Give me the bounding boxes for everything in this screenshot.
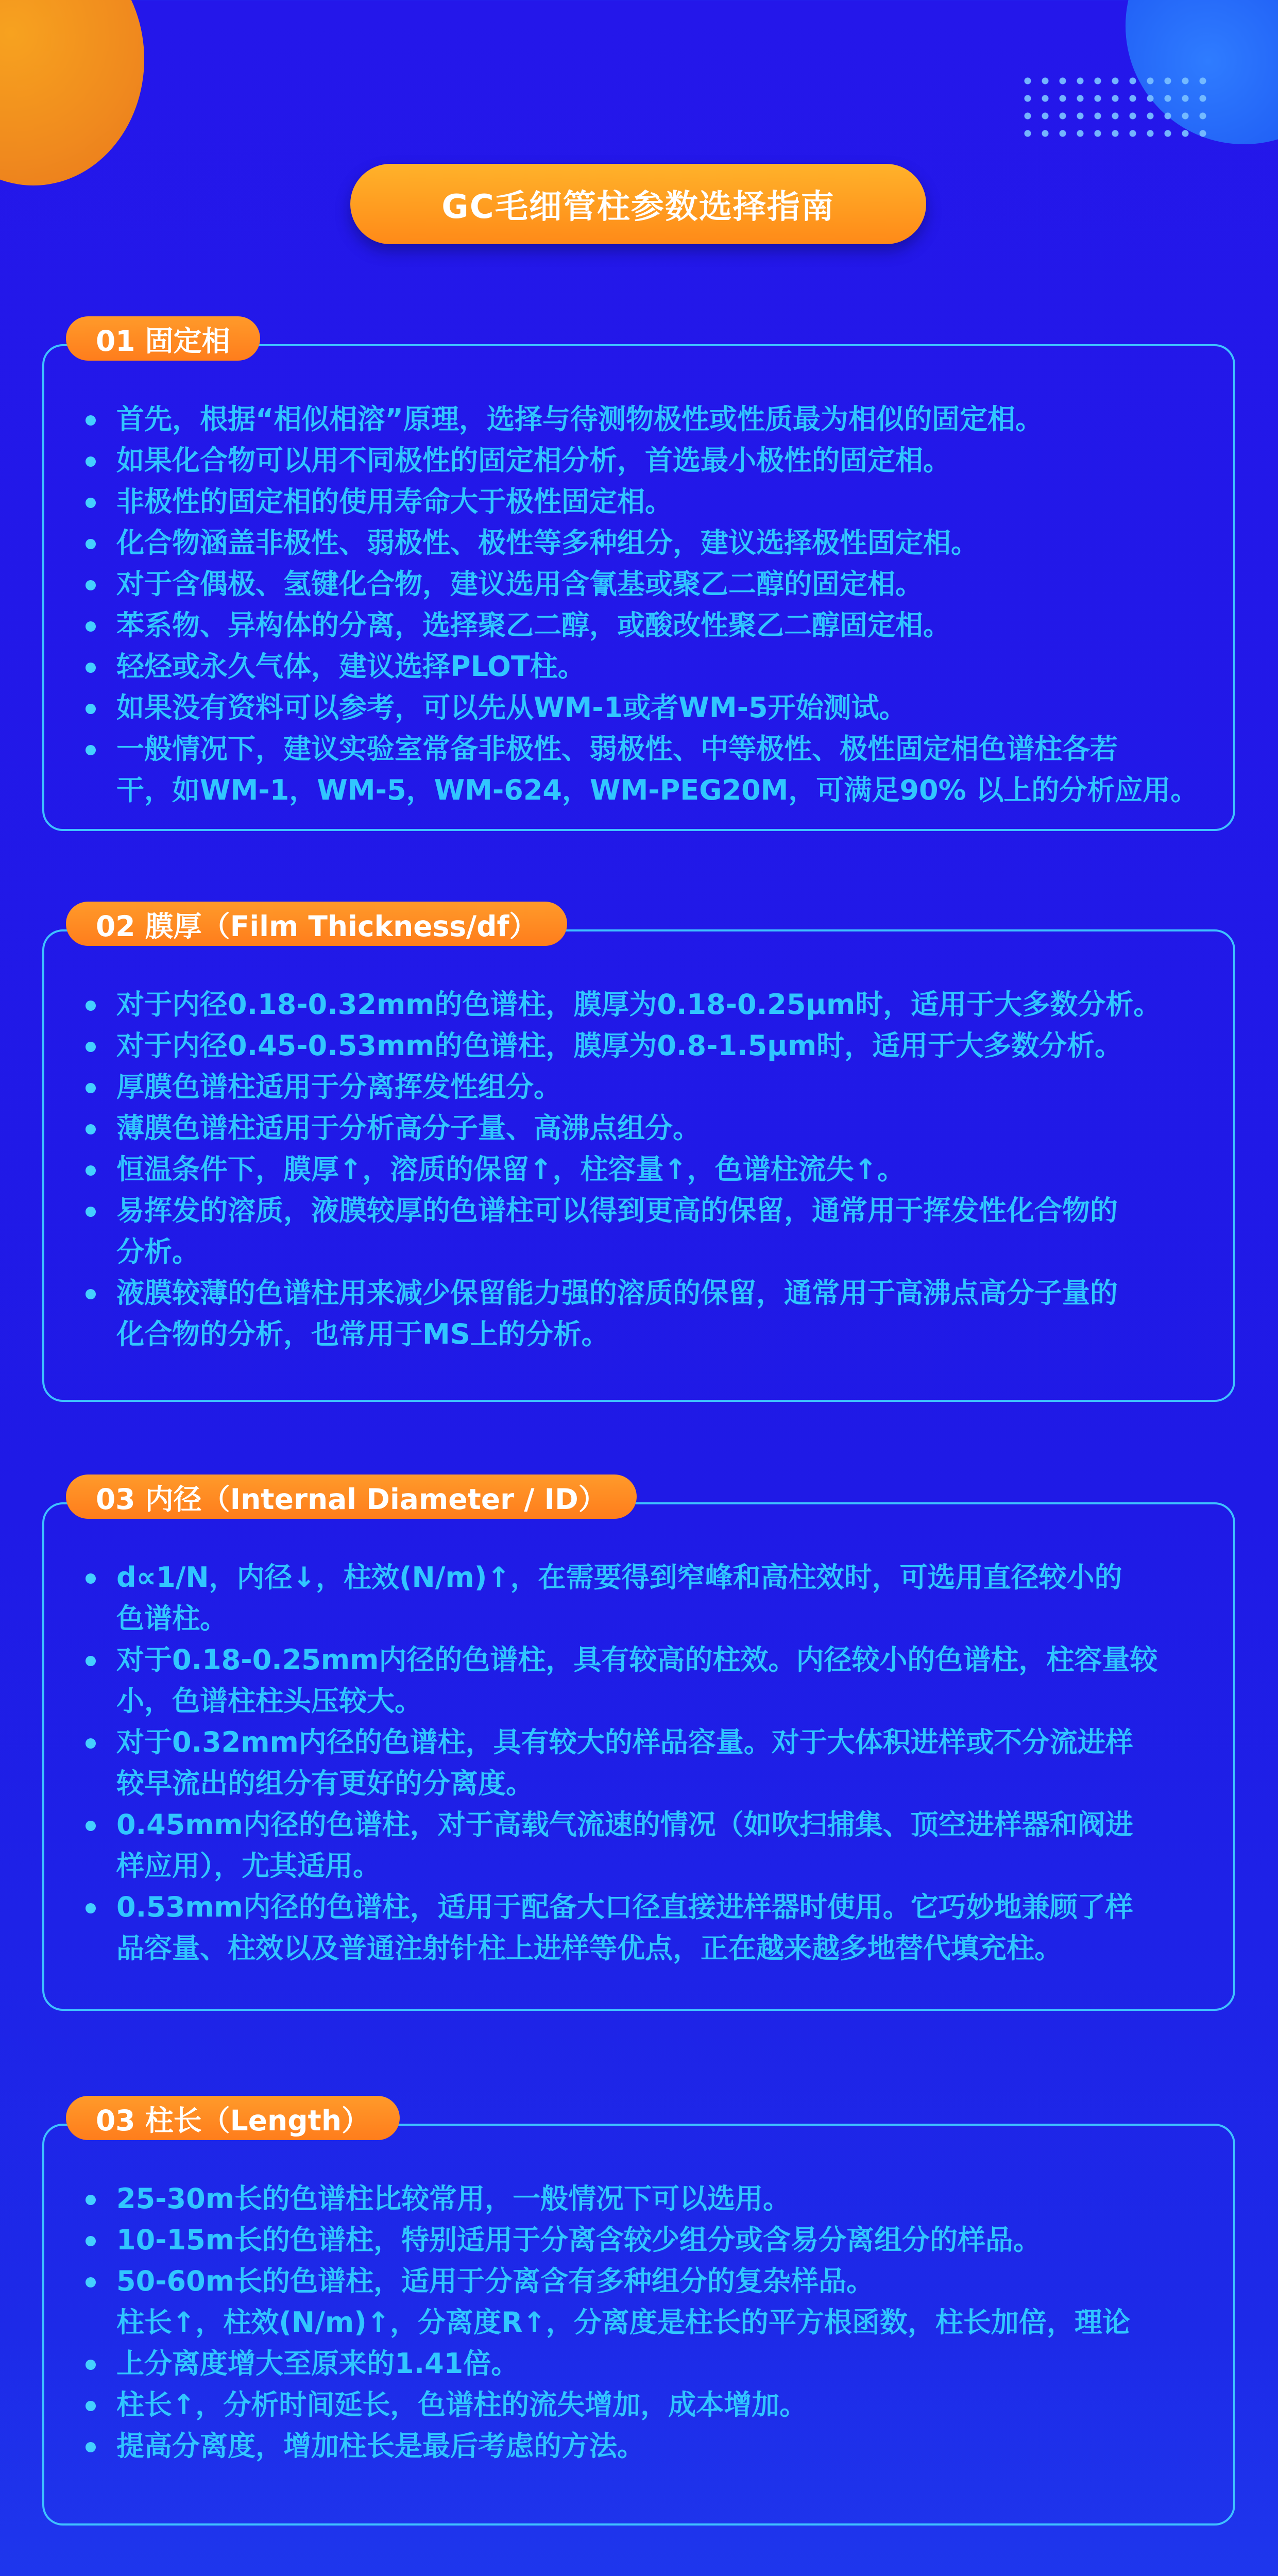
list-item-line: 易挥发的溶质，液膜较厚的色谱柱可以得到更高的保留，通常用于挥发性化合物的 [116,1194,1118,1227]
list-item [116,1190,1218,1273]
bullet-dot-icon [86,1738,96,1749]
list-item-line: 恒温条件下，膜厚↑，溶质的保留↑，柱容量↑，色谱柱流失↑。 [116,1153,905,1185]
bullet-dot-icon [86,2236,96,2246]
list-item [116,1887,1218,1969]
bullet-dot-icon [86,2401,96,2411]
list-item-line: d∝1/N，内径↓，柱效(N/m)↑，在需要得到窄峰和高柱效时，可选用直径较小的 [116,1561,1122,1594]
list-item [116,2302,1218,2343]
list-item-line: 对于0.18-0.25mm内径的色谱柱，具有较高的柱效。内径较小的色谱柱，柱容量较 [116,1643,1158,1676]
list-item-line: 对于0.32mm内径的色谱柱，具有较大的样品容量。对于大体积进样或不分流进样 [116,1726,1133,1758]
list-item-line: 如果化合物可以用不同极性的固定相分析，首选最小极性的固定相。 [116,444,951,477]
section-stationary-phase [42,344,1235,831]
bullet-list [116,2178,1218,2467]
list-item-line: 对于内径0.18-0.32mm的色谱柱，膜厚为0.18-0.25μm时，适用于大多数分析。 [116,988,1162,1021]
list-item [116,1804,1218,1887]
list-item-line: 一般情况下，建议实验室常备非极性、弱极性、中等极性、极性固定相色谱柱各若 [116,733,1118,765]
bullet-dot-icon [86,2360,96,2370]
bullet-dot-icon [86,1042,96,1052]
list-item-line: 对于内径0.45-0.53mm的色谱柱，膜厚为0.8-1.5μm时，适用于大多数分析。 [116,1029,1123,1062]
list-item [116,1108,1218,1149]
dot-grid-decoration-top [1019,72,1212,142]
list-item [116,728,1218,811]
list-item [116,522,1218,564]
list-item-line: 色谱柱。 [116,1602,228,1635]
list-item [116,2384,1218,2426]
section-tag: 01 固定相 [66,316,260,361]
bullet-dot-icon [86,2277,96,2287]
list-item-line: 小，色谱柱柱头压较大。 [116,1685,422,1717]
list-item [116,646,1218,687]
list-item-line: 柱长↑，分析时间延长，色谱柱的流失增加，成本增加。 [116,2388,808,2421]
bullet-list [116,399,1218,811]
list-item [116,1722,1218,1804]
list-item-line: 厚膜色谱柱适用于分离挥发性组分。 [116,1071,561,1103]
list-item-line: 对于含偶极、氢键化合物，建议选用含氰基或聚乙二醇的固定相。 [116,568,923,600]
bullet-dot-icon [86,621,96,632]
list-item-line: 10-15m长的色谱柱，特别适用于分离含较少组分或含易分离组分的样品。 [116,2224,1041,2256]
list-item-line: 薄膜色谱柱适用于分析高分子量、高沸点组分。 [116,1112,701,1144]
list-item [116,1025,1218,1066]
list-item-line: 轻烃或永久气体，建议选择PLOT柱。 [116,650,586,683]
section-internal-diameter [42,1502,1235,2011]
bullet-dot-icon [86,2442,96,2452]
bullet-dot-icon [86,539,96,549]
list-item-line: 较早流出的组分有更好的分离度。 [116,1767,534,1800]
bullet-dot-icon [86,704,96,714]
list-item-line: 0.53mm内径的色谱柱，适用于配备大口径直接进样器时使用。它巧妙地兼顾了样 [116,1891,1133,1923]
list-item-line: 化合物涵盖非极性、弱极性、极性等多种组分，建议选择极性固定相。 [116,527,979,559]
list-item-line: 样应用），尤其适用。 [116,1850,381,1882]
list-item-line: 品容量、柱效以及普通注射针柱上进样等优点，正在越来越多地替代填充柱。 [116,1932,1062,1964]
list-item [116,2178,1218,2219]
list-item [116,399,1218,440]
list-item [116,984,1218,1025]
list-item-line: 化合物的分析，也常用于MS上的分析。 [116,1318,609,1350]
list-item-line: 0.45mm内径的色谱柱，对于高载气流速的情况（如吹扫捕集、顶空进样器和阀进 [116,1808,1133,1841]
section-film-thickness [42,929,1235,1402]
list-item-line: 提高分离度，增加柱长是最后考虑的方法。 [116,2430,645,2462]
bullet-dot-icon [86,1165,96,1176]
list-item [116,687,1218,728]
list-item-line: 非极性的固定相的使用寿命大于极性固定相。 [116,485,673,518]
bullet-dot-icon [86,1656,96,1666]
list-item-line: 如果没有资料可以参考，可以先从WM-1或者WM-5开始测试。 [116,691,907,724]
list-item-line: 50-60m长的色谱柱，适用于分离含有多种组分的复杂样品。 [116,2265,874,2297]
list-item-line: 首先，根据“相似相溶”原理，选择与待测物极性或性质最为相似的固定相。 [116,403,1043,435]
bullet-list [116,984,1218,1355]
bullet-dot-icon [86,663,96,673]
list-item [116,1273,1218,1355]
list-item [116,1557,1218,1639]
list-item [116,2219,1218,2261]
list-item [116,2261,1218,2302]
list-item-line: 液膜较薄的色谱柱用来减少保留能力强的溶质的保留，通常用于高沸点高分子量的 [116,1277,1118,1309]
bullet-dot-icon [86,1289,96,1299]
bullet-dot-icon [86,580,96,590]
bullet-dot-icon [86,1573,96,1584]
list-item-line: 上分离度增大至原来的1.41倍。 [116,2347,519,2380]
list-item-line: 柱长↑，柱效(N/m)↑，分离度R↑，分离度是柱长的平方根函数，柱长加倍，理论 [116,2306,1130,2338]
orange-circle-decoration [0,0,144,185]
section-length [42,2124,1235,2526]
bullet-dot-icon [86,498,96,508]
list-item-line: 苯系物、异构体的分离，选择聚乙二醇，或酸改性聚乙二醇固定相。 [116,609,951,641]
bullet-dot-icon [86,2195,96,2205]
bullet-dot-icon [86,1821,96,1831]
section-tag: 02 膜厚（Film Thickness/df） [66,902,567,946]
list-item [116,1066,1218,1108]
bullet-dot-icon [86,415,96,426]
list-item [116,1639,1218,1722]
bullet-dot-icon [86,1124,96,1134]
bullet-dot-icon [86,1001,96,1011]
list-item-line: 分析。 [116,1235,200,1268]
list-item-line: 干，如WM-1，WM-5，WM-624，WM-PEG20M，可满足90% 以上的分析应用。 [116,774,1199,806]
list-item [116,481,1218,522]
list-item [116,2343,1218,2384]
bullet-dot-icon [86,1207,96,1217]
page-title: GC毛细管柱参数选择指南 [350,164,926,244]
list-item [116,605,1218,646]
section-tag: 03 柱长（Length） [66,2096,400,2140]
list-item [116,2426,1218,2467]
bullet-dot-icon [86,1083,96,1093]
bullet-dot-icon [86,1903,96,1913]
list-item [116,1149,1218,1190]
list-item [116,564,1218,605]
bullet-dot-icon [86,456,96,467]
list-item [116,440,1218,481]
section-tag: 03 内径（Internal Diameter / ID） [66,1475,637,1519]
bullet-dot-icon [86,745,96,755]
list-item-line: 25-30m长的色谱柱比较常用，一般情况下可以选用。 [116,2182,791,2215]
bullet-list [116,1557,1218,1969]
